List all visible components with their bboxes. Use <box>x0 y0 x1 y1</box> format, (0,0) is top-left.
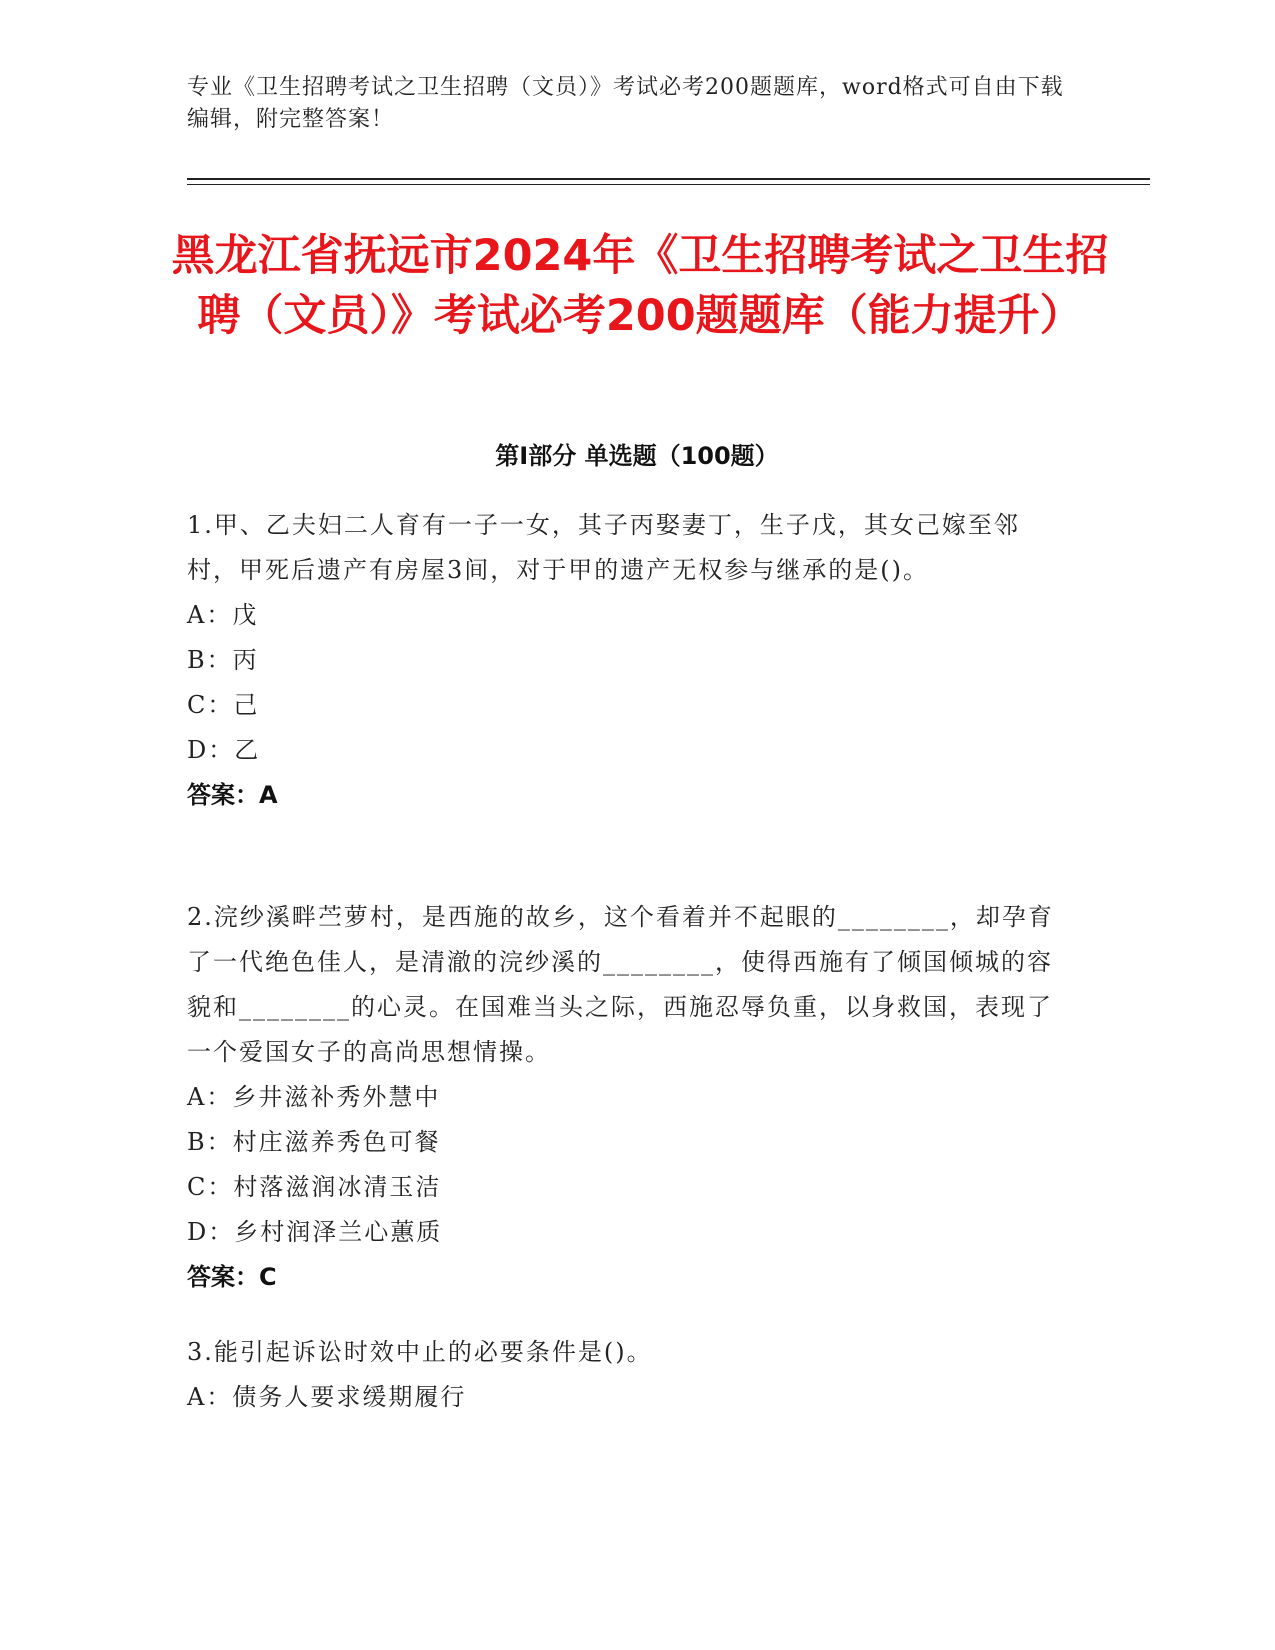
option-d: D：乡村润泽兰心蕙质 <box>187 1218 443 1246</box>
question-1 <box>187 503 1067 818</box>
option-a: A：债务人要求缓期履行 <box>187 1383 467 1411</box>
option-a: A：乡井滋补秀外慧中 <box>187 1083 441 1111</box>
option-b: B：村庄滋养秀色可餐 <box>187 1128 441 1156</box>
option-c: C：己 <box>187 691 260 719</box>
option-c: C：村落滋润冰清玉洁 <box>187 1173 442 1201</box>
document-title: 黑龙江省抚远市2024年《卫生招聘考试之卫生招聘（文员）》考试必考200题题库（能力提升） <box>171 231 1109 341</box>
question-stem: 3.能引起诉讼时效中止的必要条件是()。 <box>187 1338 653 1366</box>
question-3 <box>187 1330 1067 1420</box>
answer: 答案：A <box>187 781 278 809</box>
question-2 <box>187 895 1067 1300</box>
header-divider <box>187 178 1150 180</box>
header-divider-thin <box>187 184 1150 185</box>
option-b: B：丙 <box>187 646 259 674</box>
section-title: 第Ⅰ部分 单选题（100题） <box>495 442 779 470</box>
question-stem: 1.甲、乙夫妇二人育有一子一女，其子丙娶妻丁，生子戊，其女己嫁至邻村，甲死后遗产有房屋3间，对于甲的遗产无权参与继承的是()。 <box>187 511 1020 584</box>
option-a: A：戊 <box>187 601 259 629</box>
header-note: 专业《卫生招聘考试之卫生招聘（文员）》考试必考200题题库，word格式可自由下载编辑，附完整答案！ <box>187 75 1064 132</box>
question-stem: 2.浣纱溪畔苎萝村，是西施的故乡，这个看着并不起眼的________，却孕育了一代绝色佳人，是清澈的浣纱溪的________，使得西施有了倾国倾城的容貌和________的心灵。在国难当头之际，西施忍辱负重，以身救国，表现了一个爱国女子的高尚思想情操。 <box>187 903 1054 1066</box>
option-d: D：乙 <box>187 736 261 764</box>
answer: 答案：C <box>187 1263 277 1291</box>
